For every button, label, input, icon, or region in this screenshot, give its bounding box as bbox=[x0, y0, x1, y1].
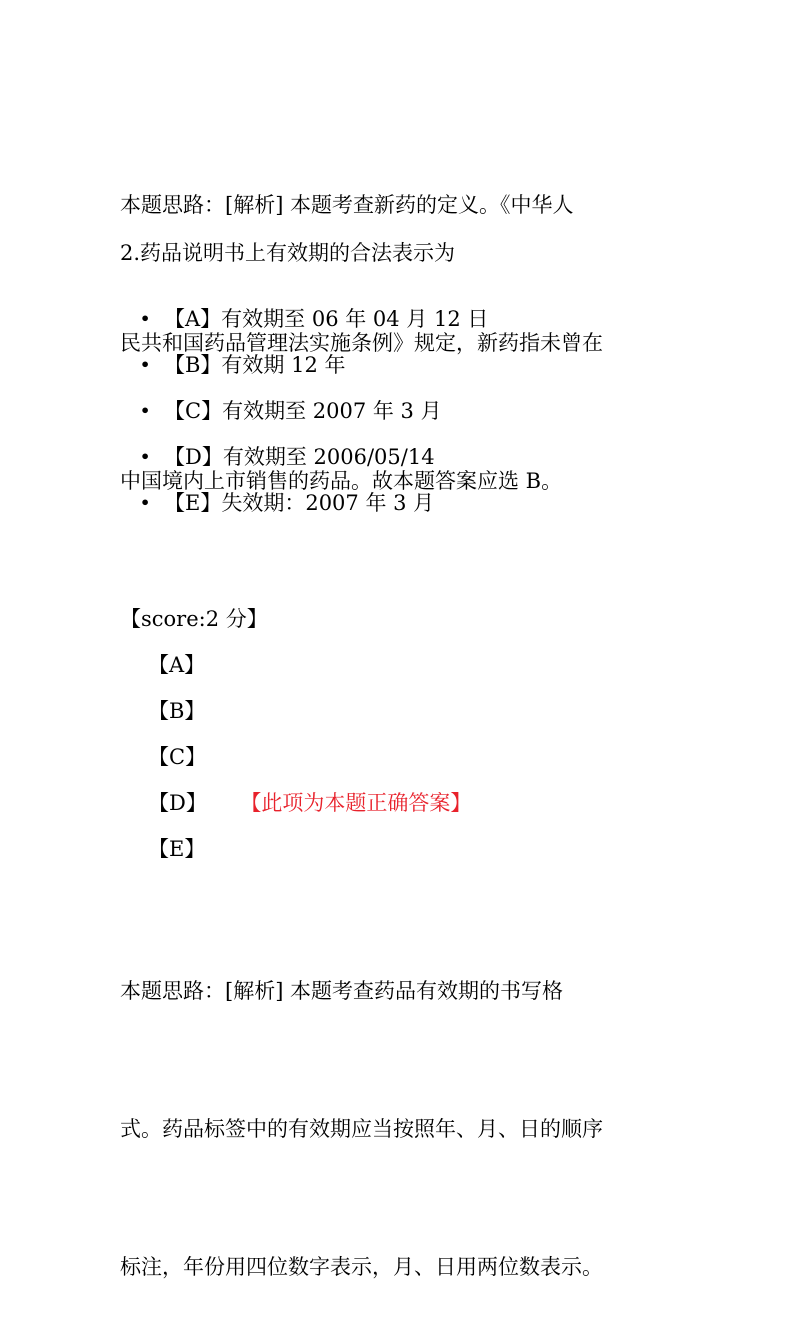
analysis-line: 标注，年份用四位数字表示，月、日用两位数表示。 bbox=[120, 1255, 603, 1279]
option-list bbox=[140, 296, 488, 526]
analysis-line: 式。药品标签中的有效期应当按照年、月、日的顺序 bbox=[120, 1117, 603, 1141]
score-label: 【score:2 分】 bbox=[120, 607, 268, 631]
intro-line: 民共和国药品管理法实施条例》规定，新药指未曾在 bbox=[120, 331, 603, 355]
answer-item bbox=[148, 688, 471, 734]
bullet-icon: • bbox=[140, 447, 151, 466]
answer-item bbox=[148, 826, 471, 872]
bullet-icon: • bbox=[140, 401, 151, 420]
answer-label: 【E】 bbox=[148, 837, 206, 861]
bullet-icon: • bbox=[140, 309, 151, 328]
option-text: 【A】有效期至 06 年 04 月 12 日 bbox=[164, 307, 489, 331]
intro-line: 中国境内上市销售的药品。故本题答案应选 B。 bbox=[120, 469, 563, 493]
bullet-icon: • bbox=[140, 355, 151, 374]
correct-answer-note: 【此项为本题正确答案】 bbox=[250, 791, 472, 815]
answer-label: 【C】 bbox=[148, 745, 207, 769]
option-item bbox=[140, 296, 488, 342]
option-item bbox=[140, 388, 488, 434]
bullet-icon: • bbox=[140, 493, 151, 512]
answer-label: 【B】 bbox=[148, 699, 206, 723]
answer-label: 【D】 bbox=[148, 791, 207, 815]
answer-list bbox=[148, 642, 471, 872]
answer-label: 【A】 bbox=[148, 653, 206, 677]
analysis-explanation bbox=[120, 876, 680, 1336]
option-item bbox=[140, 480, 488, 526]
option-text: 【D】有效期至 2006/05/14 bbox=[164, 445, 435, 469]
analysis-line: 本题思路：[解析] 本题考查药品有效期的书写格 bbox=[120, 979, 564, 1003]
answer-item-correct bbox=[148, 780, 471, 826]
question-text: 2.药品说明书上有效期的合法表示为 bbox=[120, 241, 456, 265]
option-item bbox=[140, 434, 488, 480]
intro-line: 本题思路：[解析] 本题考查新药的定义。《中华人 bbox=[120, 193, 574, 217]
option-text: 【B】有效期 12 年 bbox=[164, 353, 346, 377]
option-text: 【E】失效期：2007 年 3 月 bbox=[164, 491, 435, 515]
option-text: 【C】有效期至 2007 年 3 月 bbox=[164, 399, 442, 423]
answer-item bbox=[148, 642, 471, 688]
option-item bbox=[140, 342, 488, 388]
answer-item bbox=[148, 734, 471, 780]
